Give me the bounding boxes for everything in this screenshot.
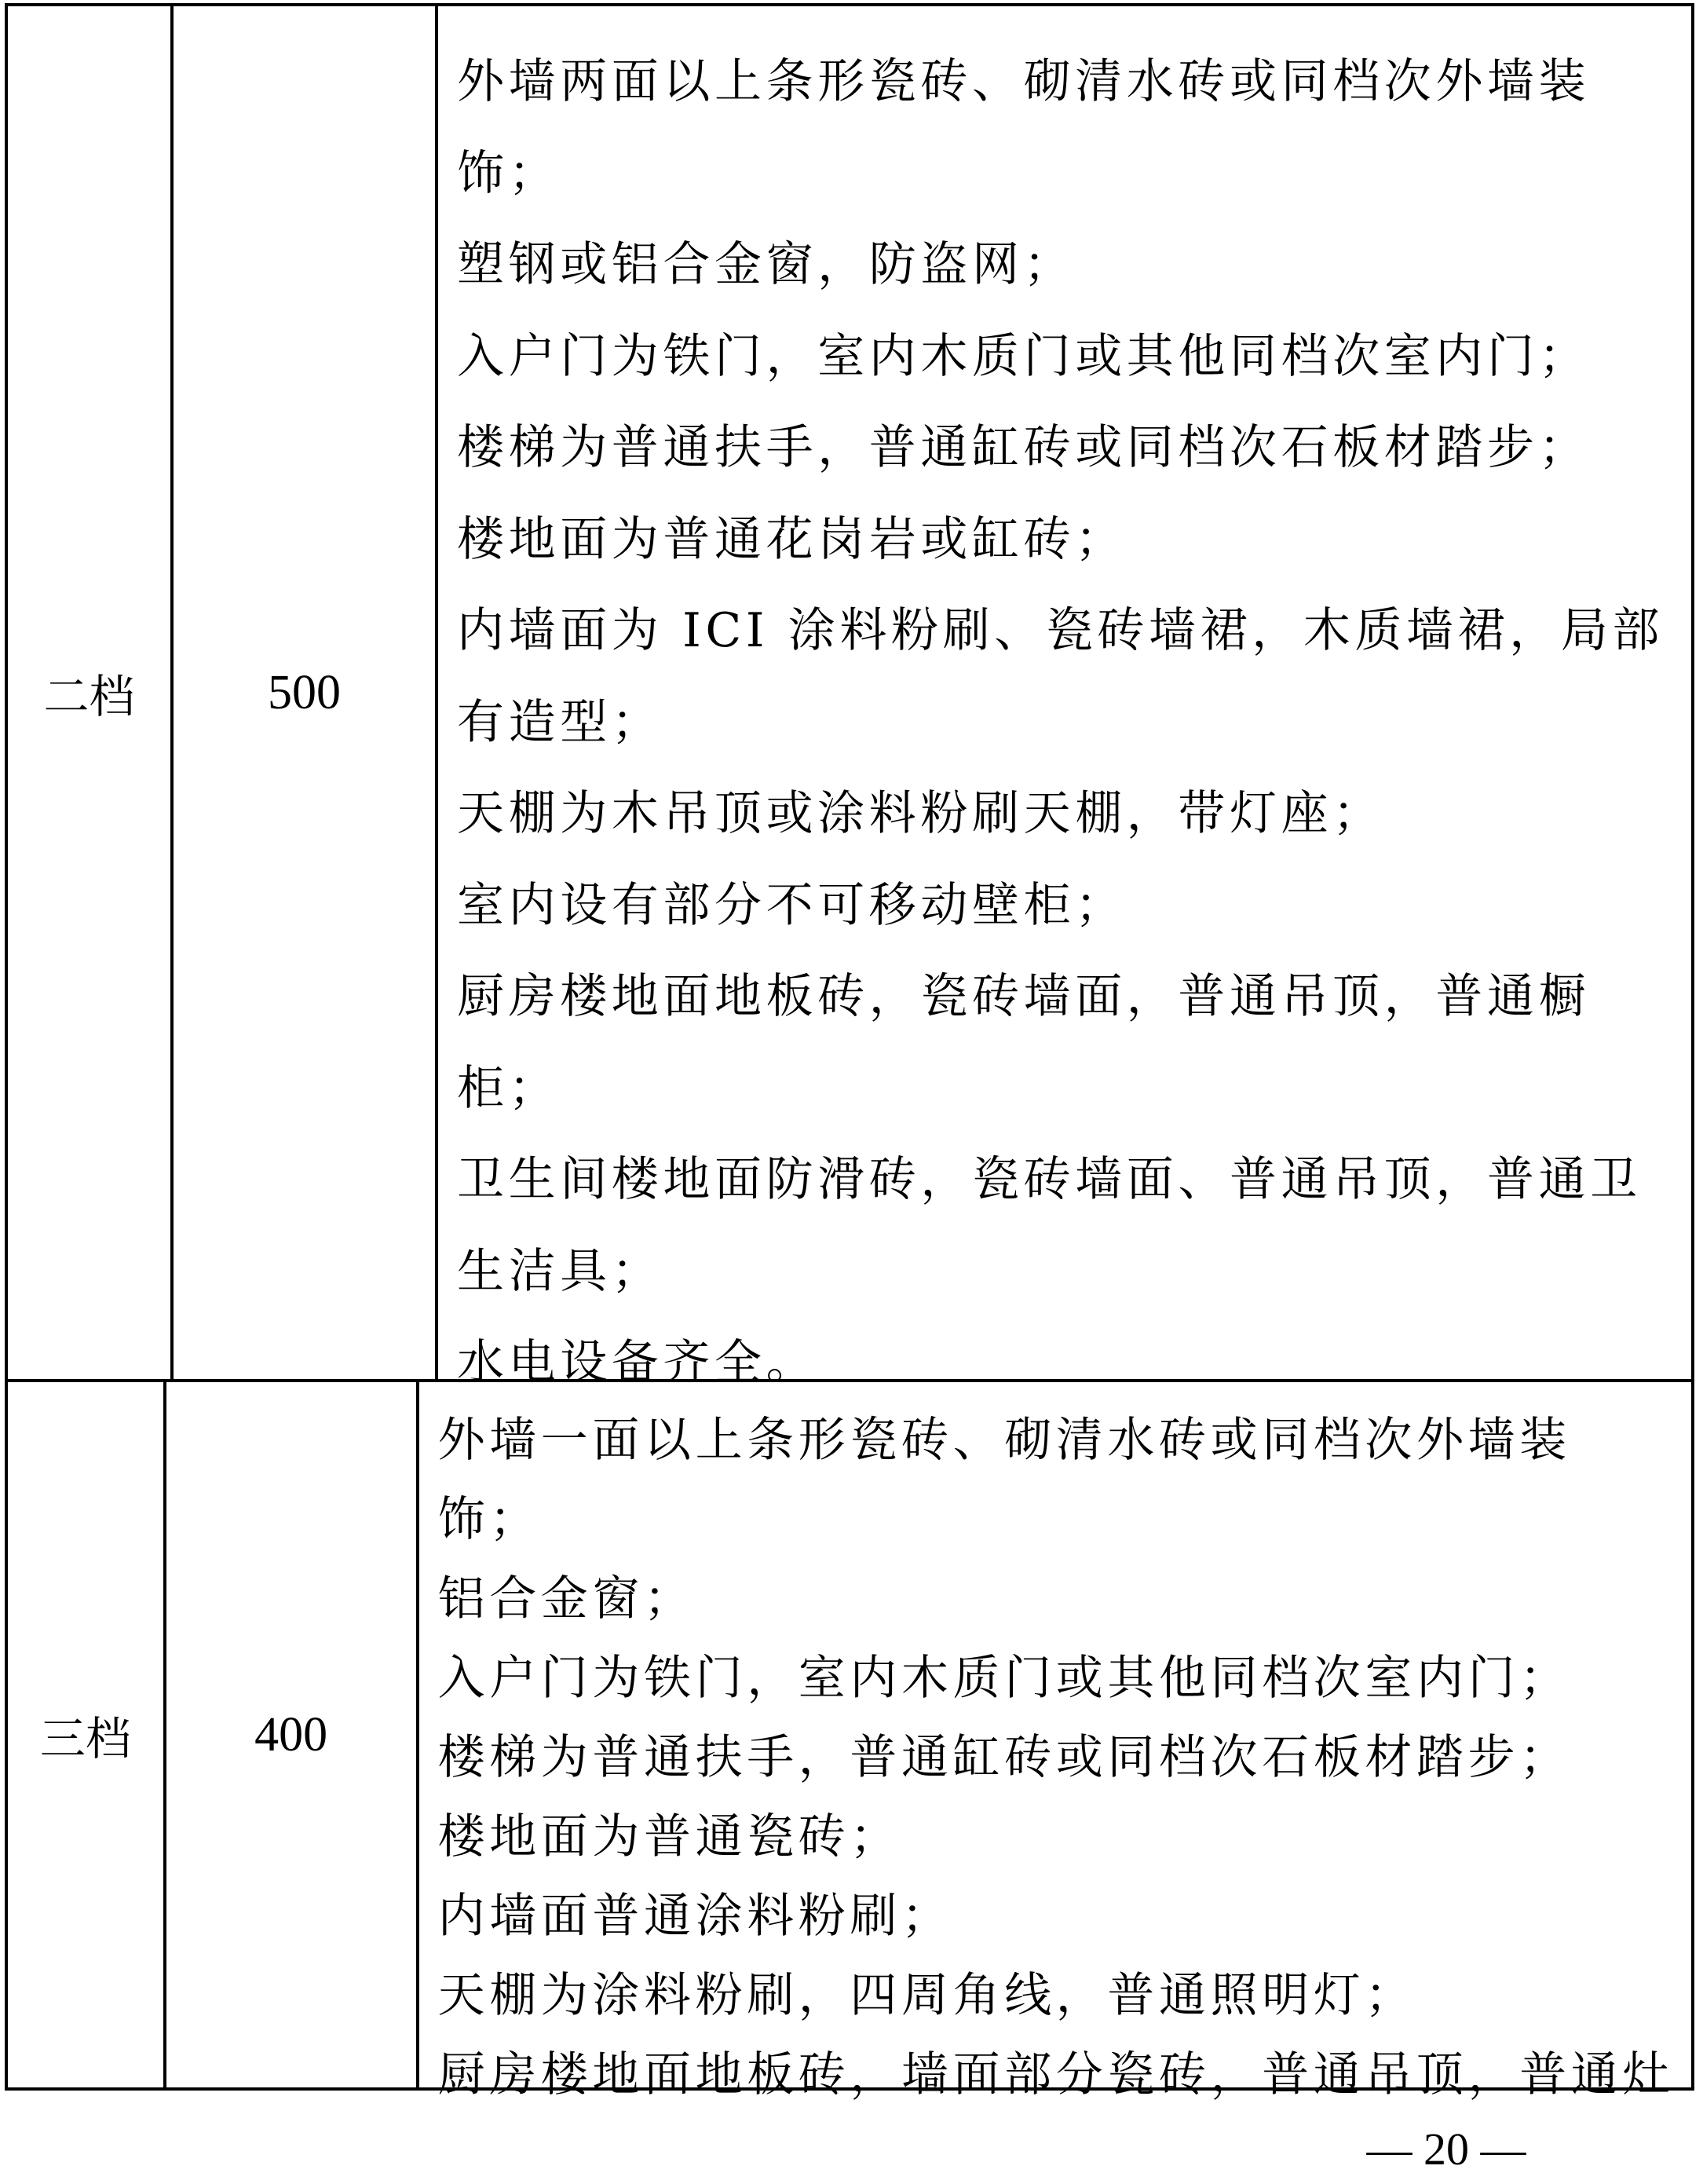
- description-line: 楼梯为普通扶手，普通缸砖或同档次石板材踏步；: [457, 420, 1591, 475]
- description-line: 楼地面为普通花岗岩或缸砖；: [457, 511, 1127, 567]
- page-number: — 20 —: [1366, 2124, 1526, 2175]
- description-line: 饰；: [457, 145, 561, 201]
- description-line: 塑钢或铝合金窗，防盗网；: [457, 237, 1076, 292]
- description-line: 水电设备齐全。: [457, 1335, 818, 1390]
- description-line: 厨房楼地面地板砖，瓷砖墙面，普通吊顶，普通橱: [457, 969, 1591, 1024]
- description-line: 有造型；: [457, 694, 663, 750]
- description-line: 楼地面为普通瓷砖；: [437, 1809, 901, 1864]
- standards-table: [5, 3, 1694, 2102]
- description-line: 入户门为铁门，室内木质门或其他同档次室内门；: [457, 328, 1591, 384]
- description-line: 卫生间楼地面防滑砖，瓷砖墙面、普通吊顶，普通卫: [457, 1152, 1642, 1207]
- description-line: 室内设有部分不可移动壁柜；: [457, 877, 1127, 933]
- grade-cell: 三档: [8, 1382, 166, 2087]
- description-line: 柜；: [457, 1060, 561, 1116]
- description-line: 天棚为木吊顶或涂料粉刷天棚，带灯座；: [457, 786, 1384, 841]
- table-row: [8, 6, 1691, 1390]
- description-line: 铝合金窗；: [437, 1571, 696, 1626]
- description-line: 内墙面普通涂料粉刷；: [437, 1889, 953, 1944]
- description-line: 外墙一面以上条形瓷砖、砌清水砖或同档次外墙装: [437, 1413, 1571, 1468]
- price-cell: 500: [174, 6, 438, 1379]
- description-line: 入户门为铁门，室内木质门或其他同档次室内门；: [437, 1651, 1571, 1706]
- table-row: [8, 1382, 1691, 2102]
- description-line: 外墙两面以上条形瓷砖、砌清水砖或同档次外墙装: [457, 54, 1591, 109]
- description-line: 饰；: [437, 1492, 541, 1547]
- price-cell: 400: [166, 1382, 419, 2087]
- description-line: 内墙面为 ICI 涂料粉刷、瓷砖墙裙，木质墙裙，局部: [457, 603, 1665, 658]
- grade-cell: 二档: [8, 6, 174, 1379]
- description-line: 天棚为涂料粉刷，四周角线，普通照明灯；: [437, 1968, 1416, 2023]
- description-cell: [438, 6, 1691, 1390]
- description-cell: [419, 1382, 1691, 2102]
- description-line: 厨房楼地面地板砖，墙面部分瓷砖，普通吊顶，普通灶: [437, 2047, 1674, 2102]
- description-line: 生洁具；: [457, 1243, 663, 1299]
- description-line: 楼梯为普通扶手，普通缸砖或同档次石板材踏步；: [437, 1730, 1571, 1785]
